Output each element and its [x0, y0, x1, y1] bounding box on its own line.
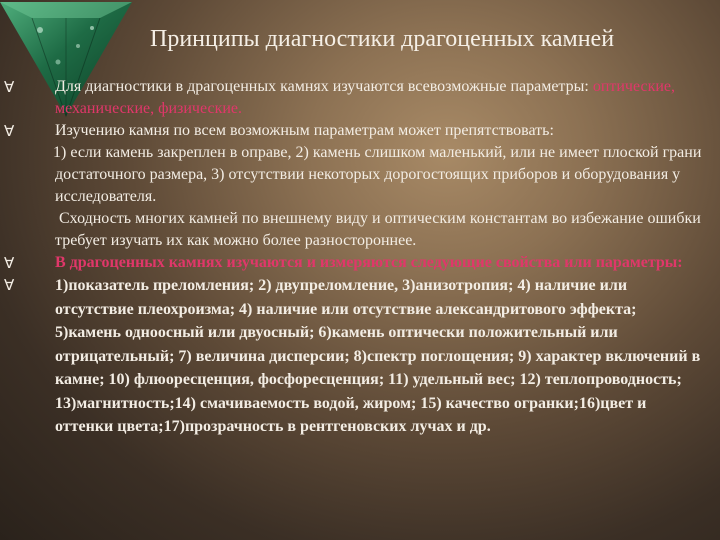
- bullet-paragraph-1: [0, 76, 720, 120]
- for-all-symbol-icon: ∀: [4, 276, 15, 294]
- bullet-paragraph-5: [0, 252, 720, 274]
- paragraph-1-highlight: оптические, механические, физические.: [55, 78, 676, 117]
- paragraph-4: [0, 208, 720, 252]
- paragraph-4-text: Сходность многих камней по внешнему виду и оптическим константам во избежание ошибки требует изучать их как можно более разностороннее.: [55, 210, 701, 249]
- bullet-paragraph-6: [0, 274, 720, 439]
- paragraph-3-text: 1) если камень закреплен в оправе, 2) камень слишком маленький, или не имеет плоской грани достаточного размера, 3) отсутствии некоторых дорогостоящих приборов и оборудования у исследователя.: [53, 144, 702, 205]
- for-all-symbol-icon: ∀: [4, 78, 15, 96]
- slide-body: [0, 76, 720, 439]
- paragraph-6-text: 1)показатель преломления; 2) двупреломление, 3)анизотропия; 4) наличие или отсутствие плеохроизма; 4) наличие или отсутствие александритового эффекта; 5)камень одноосный или двуосный; 6)камень оптически положительный или отрицательный; 7) величина дисперсии; 8)спектр поглощения; 9) характер включений в камне; 10) флюоресценция, фосфоресценция; 11) удельный вес; 12) теплопроводность; 13)магнитность;14) смачиваемость водой, жиром; 15) качество огранки;16)цвет и оттенки цвета;17)прозрачность в рентгеновских лучах и др.: [55, 277, 701, 435]
- for-all-symbol-icon: ∀: [4, 254, 15, 272]
- slide-title: Принципы диагностики драгоценных камней: [150, 26, 615, 52]
- paragraph-1-text: Для диагностики в драгоценных камнях изучаются всевозможные параметры:: [55, 78, 593, 95]
- for-all-symbol-icon: ∀: [4, 122, 15, 140]
- paragraph-5-text: В драгоценных камнях изучаются и измеряются следующие свойства или параметры:: [55, 254, 683, 271]
- bullet-paragraph-2: [0, 120, 720, 142]
- paragraph-2-text: Изучению камня по всем возможным параметрам может препятствовать:: [55, 122, 554, 139]
- paragraph-3: [0, 142, 720, 208]
